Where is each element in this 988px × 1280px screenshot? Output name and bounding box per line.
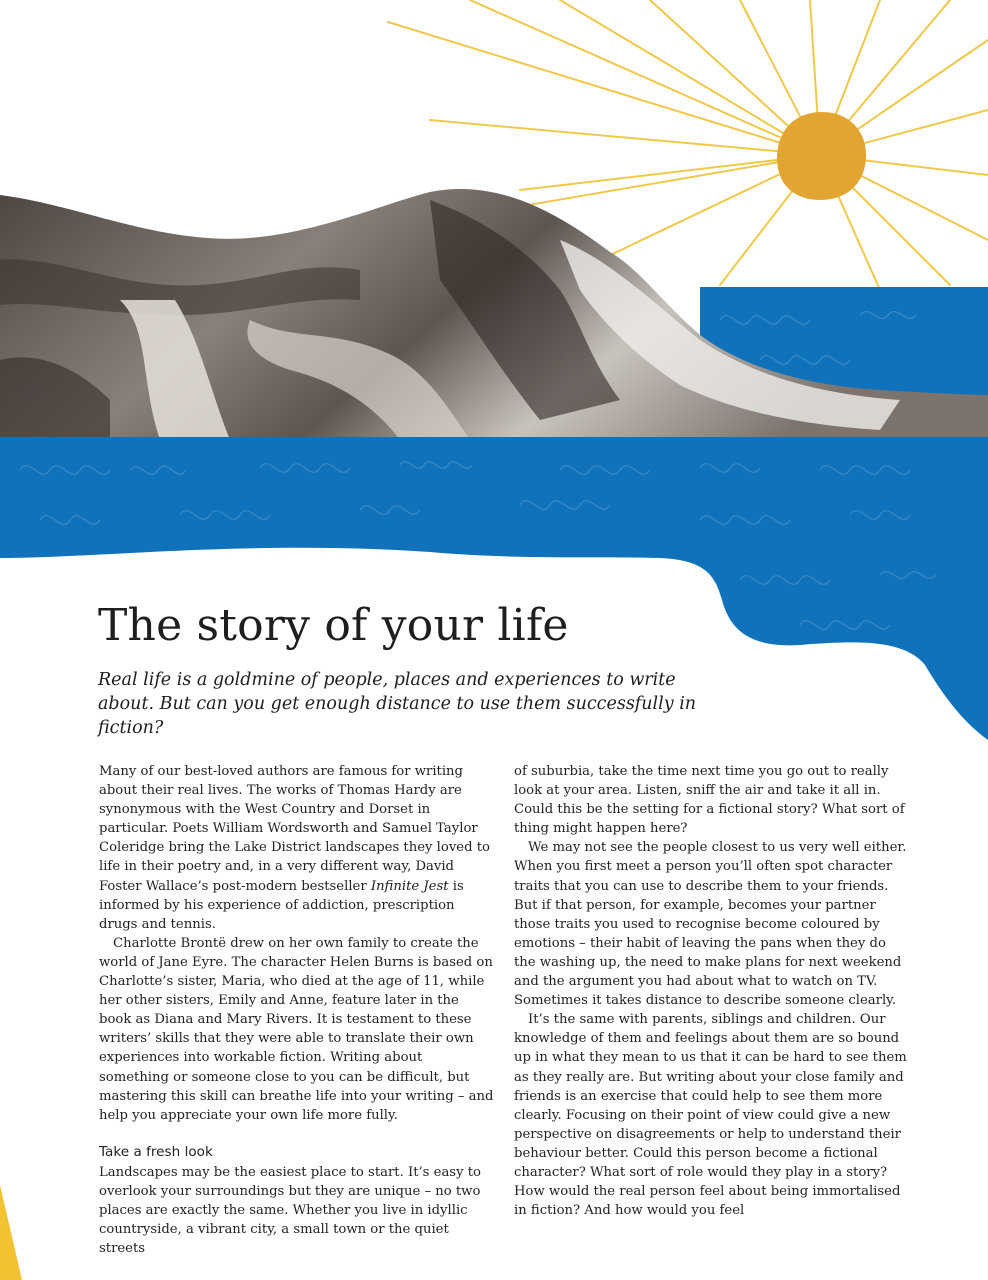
body-paragraph: Charlotte Brontë drew on her own family to create the world of Jane Eyre. The character Helen Burns is based on Charlotte’s sister, Maria, who died at the age of 11, while her other sisters, Emily and Anne, feature later in the book as Diana and Mary Rivers. It is testament to these writers’ skills that they were able to translate their own experiences into workable fiction. Writing about something or someone close to you can be difficult, but mastering this skill can breathe life into your writing – and help you appreciate your own life more fully.: [99, 935, 494, 1123]
left-column: [99, 762, 494, 1258]
article-title: The story of your life: [98, 600, 569, 651]
body-paragraph: It’s the same with parents, siblings and children. Our knowledge of them and feelings about them are so bound up in what they mean to us that it can be hard to see them as they really are. But writing about your close family and friends is an exercise that could help to see them more clearly. Focusing on their point of view could give a new perspective on disagreements or help to understand their behaviour better. Could this person become a fictional character? What sort of role would they play in a story? How would the real person feel about being immortalised in fiction? And how would you feel: [514, 1012, 907, 1219]
article-standfirst: Real life is a goldmine of people, places and experiences to write about. But can you get enough distance to use them successfully in fiction?: [98, 670, 697, 738]
body-paragraph: of suburbia, take the time next time you go out to really look at your area. Listen, sniff the air and take it all in. Could this be the setting for a fictional story? What sort of thing might happen here?: [514, 764, 905, 837]
body-paragraph: Landscapes may be the easiest place to start. It’s easy to overlook your surroundings but they are unique – no two places are exactly the same. Whether you live in idyllic countryside, a vibrant city, a small town or the quiet streets: [99, 1164, 481, 1257]
body-paragraph: Many of our best-loved authors are famous for writing about their real lives. The works of Thomas Hardy are synonymous with the West Country and Dorset in particular. Poets William Wordsworth and Samuel Taylor Coleridge bring the Lake District landscapes they loved to life in their poetry and, in a very different way, David Foster Wallace’s post-modern bestseller Infinite Jest is informed by his experience of addiction, prescription drugs and tennis.: [99, 764, 490, 932]
body-paragraph: We may not see the people closest to us very well either. When you first meet a person you’ll often spot character traits that you can use to describe them to your friends. But if that person, for example, becomes your partner those traits you used to recognise become coloured by emotions – their habit of leaving the pans when they do the washing up, the need to make plans for next weekend and the argument you had about what to watch on TV. Sometimes it takes distance to describe someone clearly.: [514, 840, 907, 1009]
sun-disc: [777, 112, 866, 200]
section-subheading: Take a fresh look: [99, 1143, 213, 1160]
right-column: [514, 762, 909, 1220]
corner-accent: [0, 1185, 40, 1280]
